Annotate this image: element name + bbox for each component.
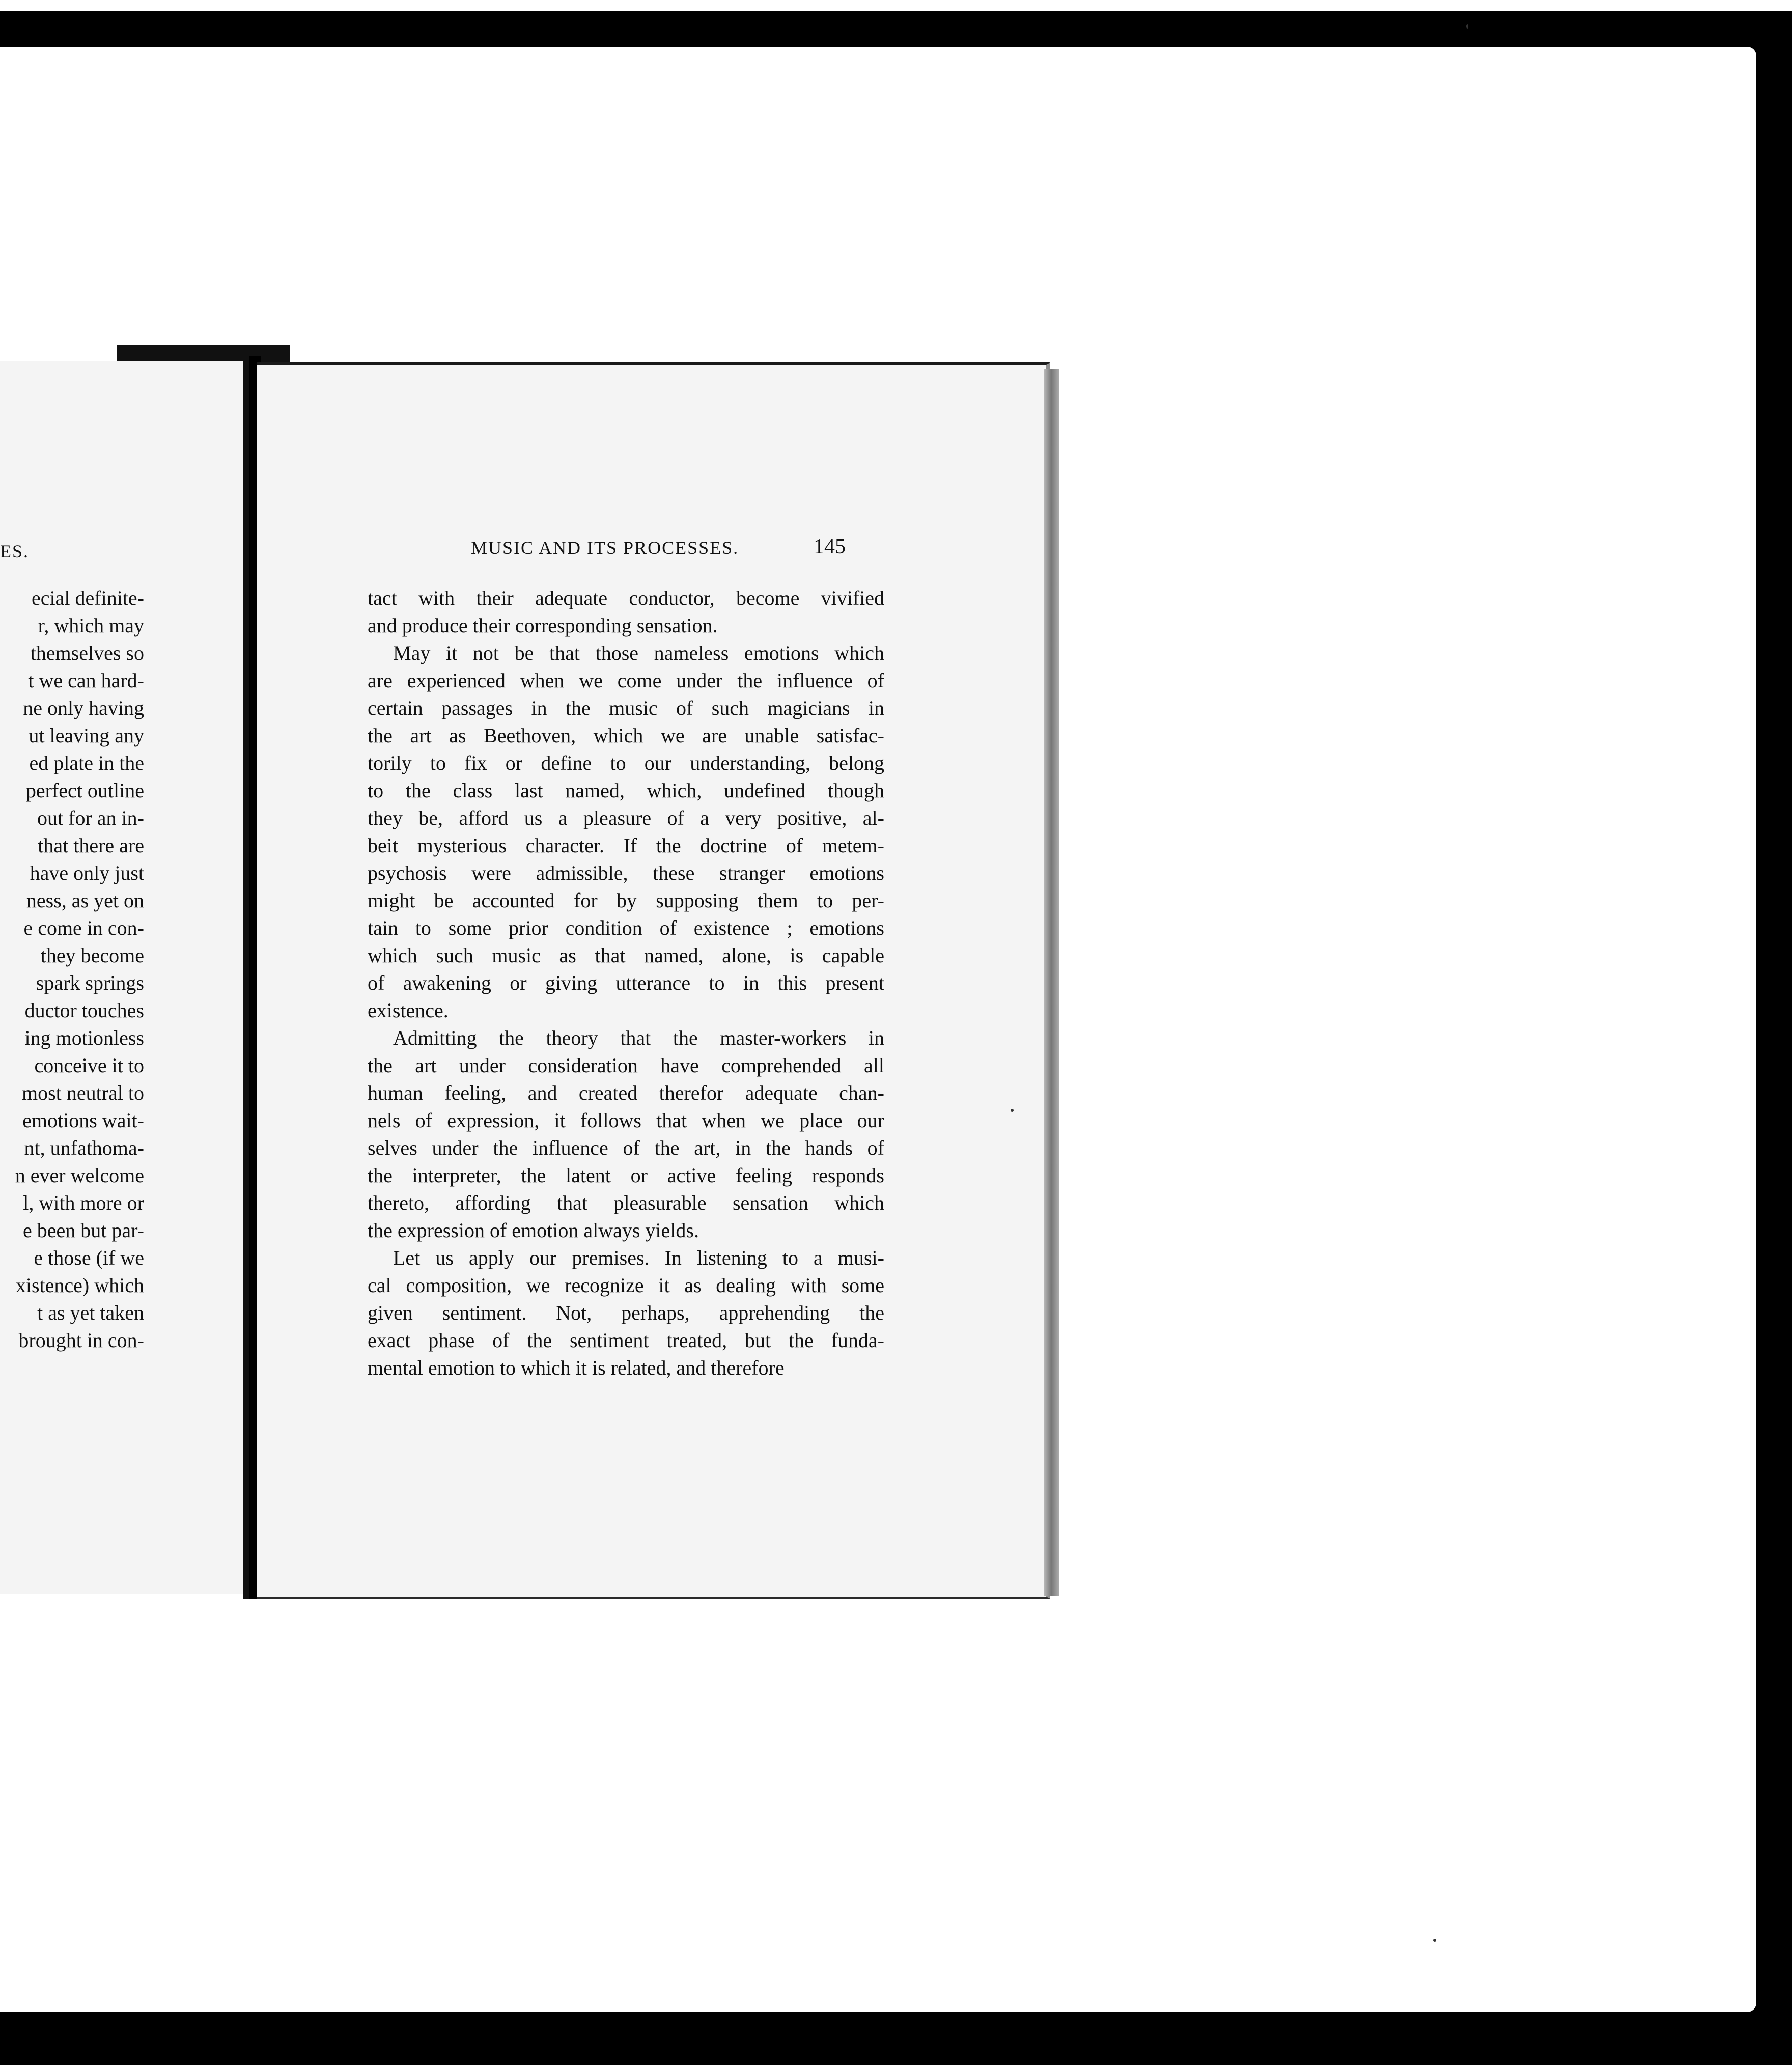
left-text-line: t as yet taken bbox=[37, 1301, 144, 1324]
left-text-line: l, with more or bbox=[23, 1191, 144, 1214]
text-line: nels of expression, it follows that when we place our bbox=[368, 1109, 884, 1132]
left-text-line: nt, unfathoma- bbox=[24, 1136, 144, 1159]
text-line: of awakening or giving utterance to in this present bbox=[368, 971, 884, 994]
text-line: tact with their adequate conductor, become vivified bbox=[368, 587, 884, 609]
left-text-line: ut leaving any bbox=[29, 724, 144, 747]
left-text-line: n ever welcome bbox=[15, 1164, 144, 1187]
left-text-line: ecial definite- bbox=[32, 587, 144, 609]
text-line: Let us apply our premises. In listening to a musi- bbox=[393, 1246, 884, 1269]
text-line: the interpreter, the latent or active feeling responds bbox=[368, 1164, 884, 1187]
left-text-line: ness, as yet on bbox=[26, 889, 144, 912]
page-edges bbox=[1044, 369, 1059, 1596]
text-line: May it not be that those nameless emotions which bbox=[393, 641, 884, 664]
left-text-line: ed plate in the bbox=[29, 751, 144, 774]
left-text-line: ne only having bbox=[23, 696, 144, 719]
text-line: exact phase of the sentiment treated, but the funda- bbox=[368, 1329, 884, 1352]
text-line: to the class last named, which, undefined though bbox=[368, 779, 884, 802]
left-text-line: that there are bbox=[38, 834, 144, 857]
text-line: Admitting the theory that the master-workers in bbox=[393, 1026, 884, 1049]
left-text-line: ductor touches bbox=[24, 999, 144, 1022]
text-line: beit mysterious character. If the doctrine of metem- bbox=[368, 834, 884, 857]
left-text-line: xistence) which bbox=[15, 1274, 144, 1297]
text-line: which such music as that named, alone, is capable bbox=[368, 944, 884, 967]
text-line: the art as Beethoven, which we are unable satisfac- bbox=[368, 724, 884, 747]
text-line: the art under consideration have comprehended all bbox=[368, 1054, 884, 1077]
left-text-line: t we can hard- bbox=[28, 669, 144, 692]
running-head: MUSIC AND ITS PROCESSES. bbox=[471, 538, 739, 558]
dust-speck bbox=[1466, 24, 1468, 29]
text-line: the expression of emotion always yields. bbox=[368, 1219, 699, 1242]
text-line: existence. bbox=[368, 999, 449, 1022]
left-text-line: r, which may bbox=[38, 614, 144, 637]
left-text-line: have only just bbox=[30, 861, 144, 884]
text-line: torily to fix or define to our understanding, belong bbox=[368, 751, 884, 774]
page-number: 145 bbox=[814, 535, 846, 559]
text-line: thereto, affording that pleasurable sensation which bbox=[368, 1191, 884, 1214]
left-text-line: emotions wait- bbox=[22, 1109, 144, 1132]
text-line: cal composition, we recognize it as dealing with some bbox=[368, 1274, 884, 1297]
text-line: tain to some prior condition of existence ; emotions bbox=[368, 916, 884, 939]
left-text-line: spark springs bbox=[36, 971, 144, 994]
left-text-line: themselves so bbox=[30, 641, 144, 664]
left-text-line: most neutral to bbox=[22, 1081, 144, 1104]
text-line: psychosis were admissible, these stranger emotions bbox=[368, 861, 884, 884]
right-page-body bbox=[368, 584, 884, 1382]
left-text-line: brought in con- bbox=[18, 1329, 144, 1352]
left-text-line: they become bbox=[40, 944, 144, 967]
text-line: certain passages in the music of such magicians in bbox=[368, 696, 884, 719]
text-line: they be, afford us a pleasure of a very positive, al- bbox=[368, 806, 884, 829]
dust-speck bbox=[1433, 1939, 1436, 1942]
dust-speck bbox=[1011, 1109, 1014, 1112]
left-running-head: ES. bbox=[0, 541, 30, 562]
text-line: are experienced when we come under the influence of bbox=[368, 669, 884, 692]
text-line: mental emotion to which it is related, and therefore bbox=[368, 1356, 785, 1379]
text-line: human feeling, and created therefor adequate chan- bbox=[368, 1081, 884, 1104]
scan-top-edge bbox=[0, 0, 1792, 11]
left-text-line: e been but par- bbox=[23, 1219, 144, 1242]
left-text-line: e those (if we bbox=[34, 1246, 144, 1269]
left-text-line: ing motionless bbox=[24, 1026, 144, 1049]
text-line: might be accounted for by supposing them to per- bbox=[368, 889, 884, 912]
left-text-line: conceive it to bbox=[34, 1054, 144, 1077]
left-text-line: out for an in- bbox=[37, 806, 144, 829]
text-line: and produce their corresponding sensation. bbox=[368, 614, 718, 637]
text-line: selves under the influence of the art, in the hands of bbox=[368, 1136, 884, 1159]
left-text-line: perfect outline bbox=[25, 779, 144, 802]
left-text-line: e come in con- bbox=[23, 916, 144, 939]
text-line: given sentiment. Not, perhaps, apprehending the bbox=[368, 1301, 884, 1324]
